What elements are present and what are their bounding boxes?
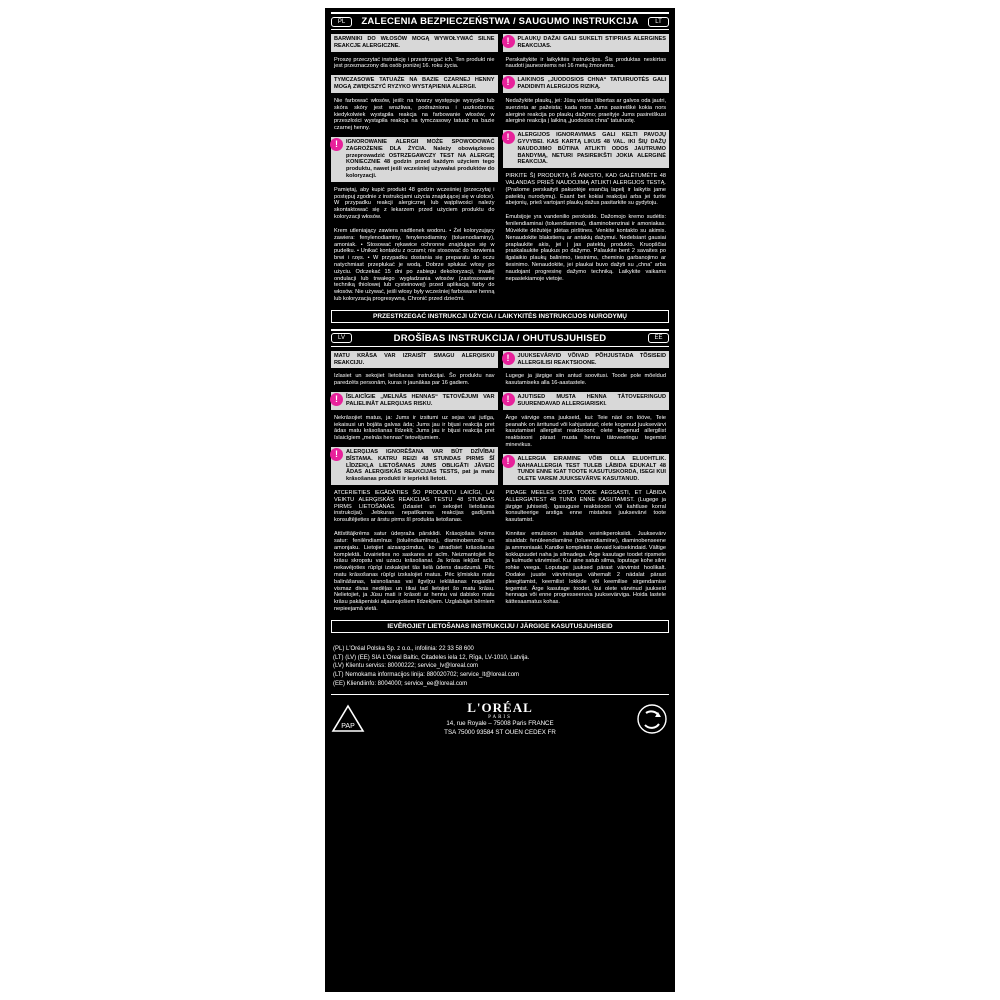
flag-ee: EE <box>648 333 669 343</box>
alert-warning-row <box>503 392 670 410</box>
warning-block: ALLERGIA EIRAMINE VÕIB OLLA ELUOHTLIK. NAHAALLERGIA TEST TULEB LÄBIDA EDUKALT 48 TUNDI ENNE IGAT TOOTE KASUTUSKORDA, ISEGI KUI OLETE VAREM JUUKSEVÄRVE KASUTANUD. <box>503 454 670 485</box>
warning-block: TYMCZASOWE TATUAŻE NA BAZIE CZARNEJ HENNY MOGĄ ZWIĘKSZYĆ RYZYKO WYSTĄPIENIA ALERGII. <box>331 75 498 93</box>
section-title-pl-lt: ZALECENIA BEZPIECZEŃSTWA / SAUGUMO INSTRUKCIJA <box>361 16 639 27</box>
flag-lv: LV <box>331 333 352 343</box>
contact-line: (EE) Kliendiinfo: 8004000; service_ee@loreal.com <box>333 680 468 687</box>
exclamation-icon: ! <box>330 448 343 461</box>
instruction-block: PIRKITE ŠĮ PRODUKTĄ IŠ ANKSTO, KAD GALĖTUMĖTE 48 VALANDAS PRIEŠ NAUDOJIMĄ ATLIKTI ALERGIJOS TESTĄ. (Prašome perskaityti pakuotėje esančią lapelį ir laikytis jame pateiktų nurodymų). Esant bet kokiai reakcijai arba jei turite abejonių, prieš vartojant plaukų dažus pasitarkite su gydytoju. <box>503 171 670 209</box>
mobius-loop-icon <box>635 703 669 735</box>
exclamation-icon: ! <box>502 352 515 365</box>
ingredients-block: Emulsijoje yra vandenilio peroksido. Dažomojo kremo sudėtis: fenilendiaminai (toluendiaminai), diaminobenzinai ir amoniakas. Mūvėkite dėžutėje įdėtas pirštines. Venkite kontakto su akimis. Nenaudokite blakstienų ar antakių dažymui. Nedelsiant gausiai praplaukite akis, jei į jas patektų produkto. Kruopščiai praskalaukite plaukus po dažymo. Palaukite bent 2 savaites po ilgalaikio plaukų balinimo, tiesinimo, cheminio garbanojimo ar tiesinimo. Nenaudokite, jei plaukai buvo dažyti su „chna“ arba naudojant progresinę dažymo techniką. Laikykite vaikams nepasiekiamoje vietoje. <box>503 212 670 284</box>
contact-info <box>331 639 669 690</box>
instruction-block: Nie farbować włosów, jeśli: na twarzy występuje wysypka lub skóra skóry jest wrażliwa, podrażniona i uszkodzona; kiedykolwiek wystąpiła reakcja na farbowanie włosów; w przeszłości wystąpiła reakcja na tymczasowy tatuaż na bazie czarnej henny. <box>331 96 498 134</box>
ingredients-block: Attīstītājkrēms satur ūdeņraža pārsklidi. Krāsojošais krēms satur: fenilēndiamīnus (toluēndiamīnus), diaminobenzolu un amonjaku. Lietojiet aizsargcimdus, ko atradīsiet krāsošanas komplektā. Izvairieties no saskares ar acīm. Neizmantojiet šo krāsu skropstu vai uzacu krāsošanai. Ja krāsa iekļūst acīs, nekavējoties rūpīgi izskalojiet tās lielā ūdens daudzumā. Pēc matu krāsošanas rūpīgi izskalojiet matus. Pēc ķīmiskās matu balināšanas, taisnošanas vai ilgviļņu ieklāšanas nogaidiet vismaz divas nedēļas un tikai tad lietojiet šo matu krāsu. Nelietojiet, ja Jūsu mati ir krāsoti ar hennu vai dabisko matu krāsu pakāpeniski atjaunojošiem līdzekļiem. Uzglabājiet bērniem nepieejamā vietā. <box>331 529 498 615</box>
contact-line: (LT) Nemokama informacijos linija: 880020702; service_lt@loreal.com <box>333 671 520 678</box>
warning-block: JUUKSEVÄRVID VÕIVAD PÕHJUSTADA TÕSISEID ALLERGILISI REAKTSIOONE. <box>503 351 670 369</box>
label-footer <box>331 694 669 737</box>
safety-label <box>325 8 675 992</box>
alert-warning-row <box>503 351 670 369</box>
section-columns-lv-ee <box>331 351 669 615</box>
section-title-lv-ee: DROŠĪBAS INSTRUKCIJA / OHUTUSJUHISED <box>393 332 607 344</box>
section-header-pl-lt <box>331 12 669 30</box>
warning-block: MATU KRĀSA VAR IZRAISĪT SMAGU ALERĢISKU REAKCIJU. <box>331 351 498 369</box>
exclamation-icon: ! <box>502 131 515 144</box>
section-columns-pl-lt <box>331 34 669 305</box>
exclamation-icon: ! <box>330 138 343 151</box>
manufacturer-address <box>444 720 556 737</box>
address-line-1: 14, rue Royale – 75008 Paris FRANCE <box>446 720 554 728</box>
exclamation-icon: ! <box>330 393 343 406</box>
exclamation-icon: ! <box>502 35 515 48</box>
instruction-block: Proszę przeczytać instrukcję i przestrzegać ich. Ten produkt nie jest przeznaczony dla osób poniżej 16. roku życia. <box>331 55 498 73</box>
section-header-lv-ee <box>331 329 669 347</box>
instruction-block: Nekrāsojiet matus, ja: Jums ir izsitumi uz sejas vai jutīga, iekaisusi un bojāta galvas āda; Jums jau ir bijusi reakcija pret ādas matu krāsošanas līdzekli; Jums jau ir bijusi reakcija pret īslaicīgiem „melnās hennas“ tetovējumiem. <box>331 413 498 444</box>
alert-warning-row <box>503 130 670 168</box>
follow-instructions-band: PRZESTRZEGAĆ INSTRUKCJI UŻYCIA / LAIKYKITĖS INSTRUKCIJOS NURODYMŲ <box>331 310 669 323</box>
instruction-block: ATCERIETIES IEGĀDĀTIES ŠO PRODUKTU LAICĪGI, LAI VEIKTU ALERĢISKĀS REAKCIJAS TESTU 48 STUNDAS PIRMS LIETOŠANAS. (Izlasiet un sekojiet lietošanas instrukcijai). Jebkuras nepatīkamas reakcijas gadījumā konsultējieties ar ārstu pirms šī produkta lietošanas. <box>331 488 498 526</box>
exclamation-icon: ! <box>502 393 515 406</box>
ingredients-block: Krem utleniający zawiera nadtlenek wodoru. • Żel koloryzujący zawiera: fenylenodiaminy, fenylenodiaminy (toluenodiaminy), amoniak. • Stosować rękawice ochronne znajdujące się w pudełku. • Unikać kontaktu z oczami; nie stosować do barwienia brwi i rzęs. • W przypadku dostania się preparatu do oczu natychmiast przepłukać je wodą. Dobrze spłukać włosy po użyciu. Odczekać 15 dni po zabiegu dekoloryzacji, trwałej ondulacji lub trwałego wygładzania włosów (zastosowanie techniką thiolowej lub cysteinowej) przed aplikacją farby do włosów. Nie używać, jeśli włosy były wcześniej farbowane henną lub koloryzacją progresywną. Chronić przed dziećmi. <box>331 226 498 305</box>
alert-warning-row <box>331 447 498 485</box>
instruction-block: Ärge värvige oma juukseid, kui: Teie näol on lööve, Teie peanahk on ärritunud või kahjustatud; olete kogenud juuksevärvi kasutamisel allergilist reaktsiooni; olete kogenud allergilist reaktsiooni pärast musta henna tätoveeringu tegemist minevikus. <box>503 413 670 451</box>
contact-line: (LV) Klientu serviss: 80000222; service_lv@loreal.com <box>333 663 479 670</box>
ingredients-block: Kinnitav emulsioon sisaldab vesinikperoksiidi. Juuksevärv sisaldab: fenüleendiamiine (tolueendiamiine), diaminobenseene ja ammoniaaki. Kandke komplektis olevaid kaitsekindaid. Vältige kokkupuudet naha ja silmadega. Ärge kasutage toodet ripsmete ja kulmude värvimisel. Kui aine satub silma, loputage kohe silmi rohke veega. Loputage juuksed pärast värvimist hoolikalt. Oodake juuste värvimisega vähemalt 2 nädalat pärast pleegitamist, keemilist lokkide või keemilise sirgendamise tegemist. Ärge kasutage toodet, kui olete värvinud juukseid hennaga või enne progresseeruva juuksevärviga. Hoida lastele kättesaamatus kohas. <box>503 529 670 608</box>
flag-pl: PL <box>331 17 352 27</box>
column-pl <box>331 34 498 305</box>
contact-line: (LT) (LV) (EE) SIA L'Oreal Baltic, Citadeles iela 12, Rīga, LV-1010, Latvija. <box>333 654 530 661</box>
exclamation-icon: ! <box>502 76 515 89</box>
warning-block: PLAUKŲ DAŽAI GALI SUKELTI STIPRIAS ALERGINES REAKCIJAS. <box>503 34 670 52</box>
warning-block: ĪSLAICĪGIE „MELNĀS HENNAS“ TETOVĒJUMI VAR PALIELINĀT ALERĢIJAS RISKU. <box>331 392 498 410</box>
address-line-2: TSA 75000 93584 ST OUEN CEDEX FR <box>444 728 556 736</box>
footer-center <box>444 701 556 737</box>
warning-block: IGNOROWANIE ALERGII MOŻE SPOWODOWAĆ ZAGROŻENIE DLA ŻYCIA. Należy obowiązkowo przeprowadzić OSTRZEGAWCZY TEST NA ALERGIĘ KONIECZNIE 48 godzin przed każdym użyciem tego produktu, nawet jeśli wcześniej używałaś produktów do koloryzacji. <box>331 137 498 182</box>
column-lt <box>503 34 670 305</box>
alert-warning-row <box>331 137 498 182</box>
column-ee <box>503 351 670 615</box>
instruction-block: Pamiętaj, aby kupić produkt 48 godzin wcześniej (przeczytaj i postępuj zgodnie z instrukcjami użycia znajdującej się w ulotce). W przypadku reakcji alergicznej lub wątpliwości należy skontaktować się z lekarzem przed użyciem produktu do koloryzacji włosów. <box>331 185 498 223</box>
alert-warning-row <box>503 454 670 485</box>
instruction-block: PIDAGE MEELES OSTA TOODE AEGSASTI, ET LÄBIDA ALLERGIATEST 48 TUNDI ENNE KASUTAMIST. (Lugege ja järgige juhiseid). Igasuguse reaktsiooni või kahtluse korral konsulteerige arstiga enne mistahes juuksevärvi toote kasutamist. <box>503 488 670 526</box>
loreal-logo: L'ORÉAL PARIS <box>467 700 533 721</box>
warning-block: BARWNIKI DO WŁOSÓW MOGĄ WYWOŁYWAĆ SILNE REAKCJE ALERGICZNE. <box>331 34 498 52</box>
contact-line: (PL) L'Oréal Polska Sp. z o.o., infolinia: 22 33 58 600 <box>333 645 474 652</box>
alert-warning-row <box>503 75 670 93</box>
instruction-block: Perskaitykite ir laikykitės instrukcijos. Šis produktas neskirtas naudoti jaunesniems nei 16 metų žmonėms. <box>503 55 670 73</box>
follow-instructions-band: IEVĒROJIET LIETOŠANAS INSTRUKCIJU / JÄRGIGE KASUTUSJUHISEID <box>331 620 669 633</box>
alert-warning-row <box>331 392 498 410</box>
svg-text:PAP: PAP <box>341 723 355 731</box>
instruction-block: Izlasiet un sekojiet lietošanas instrukcijai. Šo produktu nav paredzēts personām, kuras ir jaunākas par 16 gadiem. <box>331 371 498 389</box>
warning-block: ALERĢIJAS IGNORĒŠANA VAR BŪT DZĪVĪBAI BĪSTAMA. KATRU REIZI 48 STUNDAS PIRMS ŠĪ LĪDZEKĻA LIETOŠANAS JUMS OBLIGĀTI JĀVEIC ĀDAS ALERĢISKĀS REAKCIJAS TESTS, pat ja matu krāsošanas produkti ir iepriekš lietoti. <box>331 447 498 485</box>
section-pl-lt <box>331 12 669 323</box>
instruction-block: Nedažykite plaukų, jei: Jūsų veidas išbertas ar galvos oda jautri, suerzinta ar pažeista; kada nors Jums pasireiškė kokia nors alerginė reakcija po plaukų dažymo; praeityje Jums pasireiškusi alerginė reakcija į laikiną „juodosios chna“ tatuiruotę. <box>503 96 670 127</box>
column-lv <box>331 351 498 615</box>
warning-block: ALERGIJOS IGNORAVIMAS GALI KELTI PAVOJŲ GYVYBEI. KAS KARTĄ LIKUS 48 VAL. IKI ŠIŲ DAŽŲ NAUDOJIMO BŪTINA ATLIKTI ODOS JAUTRUMO BANDYMĄ, NETURI PASIREIKŠTI JOKIA ALERGINĖ REAKCIJA. <box>503 130 670 168</box>
exclamation-icon: ! <box>502 455 515 468</box>
instruction-block: Lugege ja järgige siin antud soovitusi. Toode pole mõeldud kasutamiseks alla 16-aastastele. <box>503 371 670 389</box>
warning-block: LAIKINOS „JUODOSIOS CHNA“ TATUIRUOTĖS GALI PADIDINTI ALERGIJOS RIZIKĄ. <box>503 75 670 93</box>
pap-recycling-icon <box>331 704 365 734</box>
flag-lt: LT <box>648 17 669 27</box>
warning-block: AJUTISED MUSTA HENNA TÄTOVEERINGUD SUURENDAVAD ALLERGIARISKI. <box>503 392 670 410</box>
section-lv-ee <box>331 329 669 633</box>
alert-warning-row <box>503 34 670 52</box>
